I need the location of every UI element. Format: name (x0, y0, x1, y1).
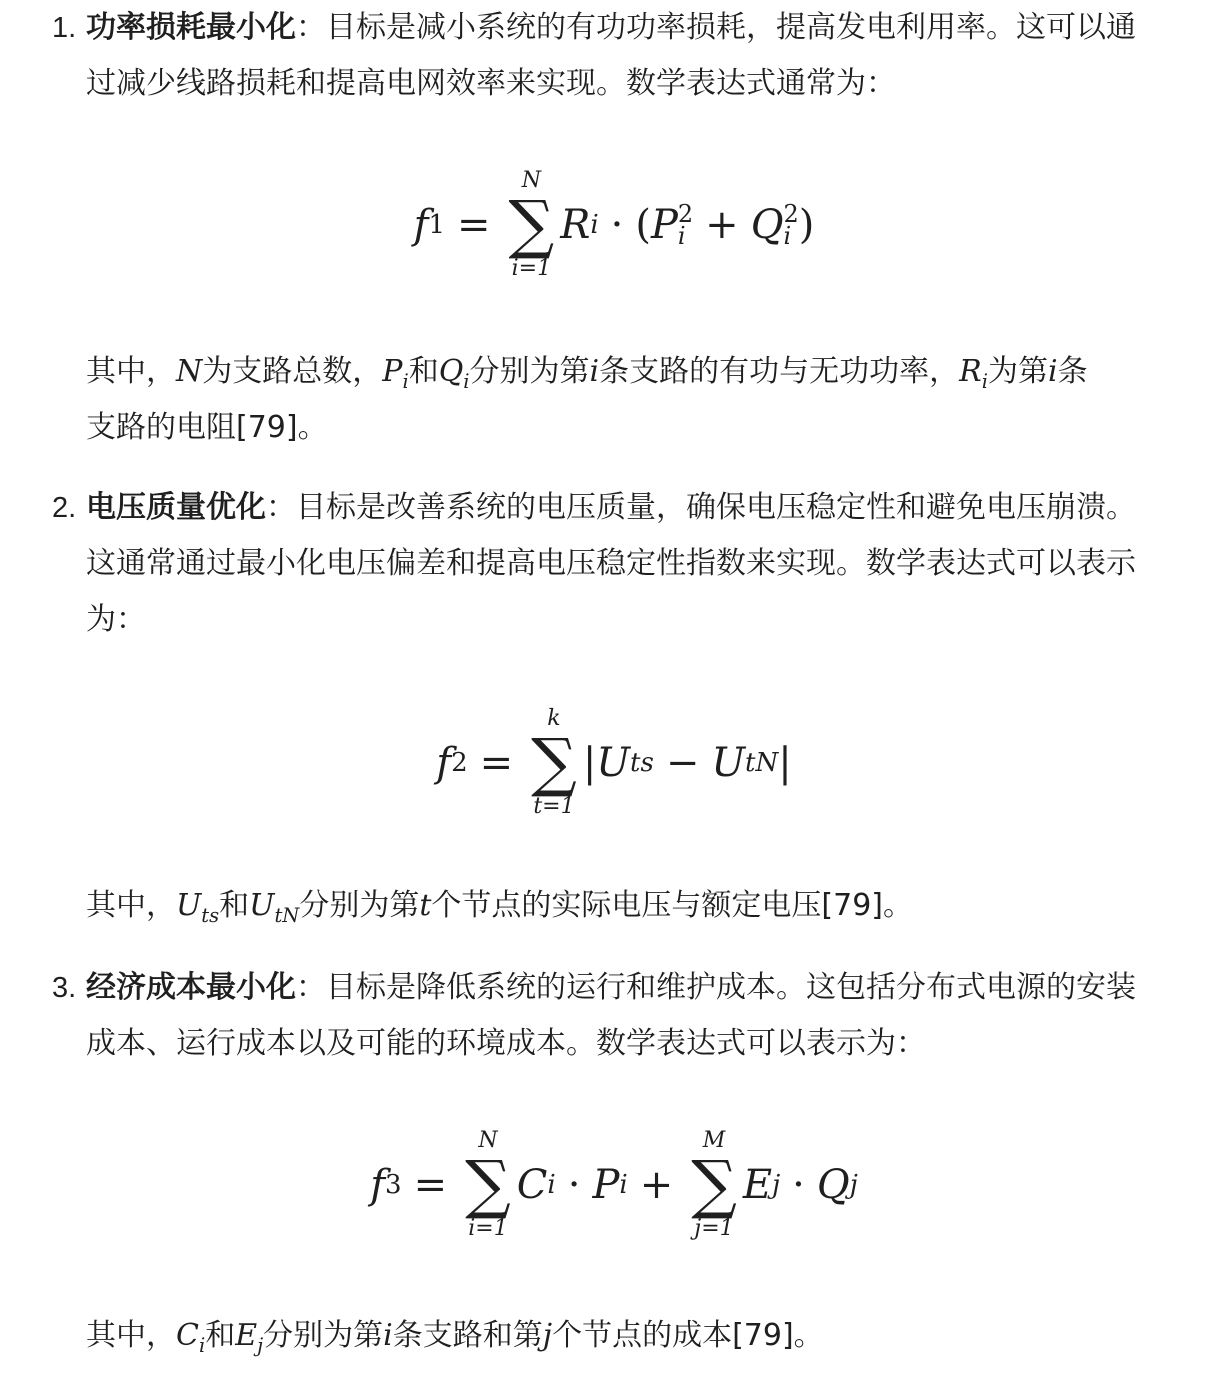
note-line: 其中，$C_i$和$E_j$分别为第i条支路和第j个节点的成本[79]。 (86, 1318, 824, 1357)
summation: M ∑ j=1 (691, 1128, 737, 1241)
item-text-line: 电压质量优化：目标是改善系统的电压质量，确保电压稳定性和避免电压崩溃。 (86, 490, 1136, 525)
formula-f3: f 3 = N ∑ i=1 C i · P i + M ∑ j=1 E j · Q j (370, 1128, 858, 1241)
summation: N ∑ i=1 (465, 1128, 511, 1241)
list-number: 1. (52, 12, 77, 44)
formula-f2: f 2 = k ∑ t=1 | U ts − U tN | (436, 706, 792, 819)
list-number: 2. (52, 492, 77, 524)
item-title: 经济成本最小化 (86, 970, 296, 1005)
sigma-symbol: ∑ (465, 1148, 511, 1222)
formula-f1: f 1 = N ∑ i=1 R i · ( P 2 i + Q 2 i ) (413, 168, 815, 281)
item-text-line: 经济成本最小化：目标是降低系统的运行和维护成本。这包括分布式电源的安装 (86, 970, 1136, 1005)
list-number: 3. (52, 972, 77, 1004)
item-text-line: 这通常通过最小化电压偏差和提高电压稳定性指数来实现。数学表达式可以表示 (86, 546, 1136, 581)
note-line: 其中，N为支路总数，$P_i$和$Q_i$分别为第i条支路的有功与无功功率，$R_i$为第i条 (86, 354, 1088, 393)
item-title: 电压质量优化 (86, 490, 266, 525)
sigma-symbol: ∑ (508, 188, 555, 262)
item-text-line: 功率损耗最小化：目标是减小系统的有功功率损耗，提高发电利用率。这可以通 (86, 10, 1136, 45)
item-text-line: 为： (86, 602, 146, 637)
summation: k ∑ t=1 (531, 706, 577, 819)
note-line: 支路的电阻[79]。 (86, 410, 328, 445)
sigma-symbol: ∑ (691, 1148, 737, 1222)
note-line: 其中，$U_{ts}$和$U_{tN}$分别为第t个节点的实际电压与额定电压[79]。 (86, 888, 913, 927)
summation: N ∑ i=1 (508, 168, 555, 281)
item-text-line: 成本、运行成本以及可能的环境成本。数学表达式可以表示为： (86, 1026, 926, 1061)
item-text-line: 过减少线路损耗和提高电网效率来实现。数学表达式通常为： (86, 66, 896, 101)
sigma-symbol: ∑ (531, 726, 577, 800)
item-title: 功率损耗最小化 (86, 10, 296, 45)
